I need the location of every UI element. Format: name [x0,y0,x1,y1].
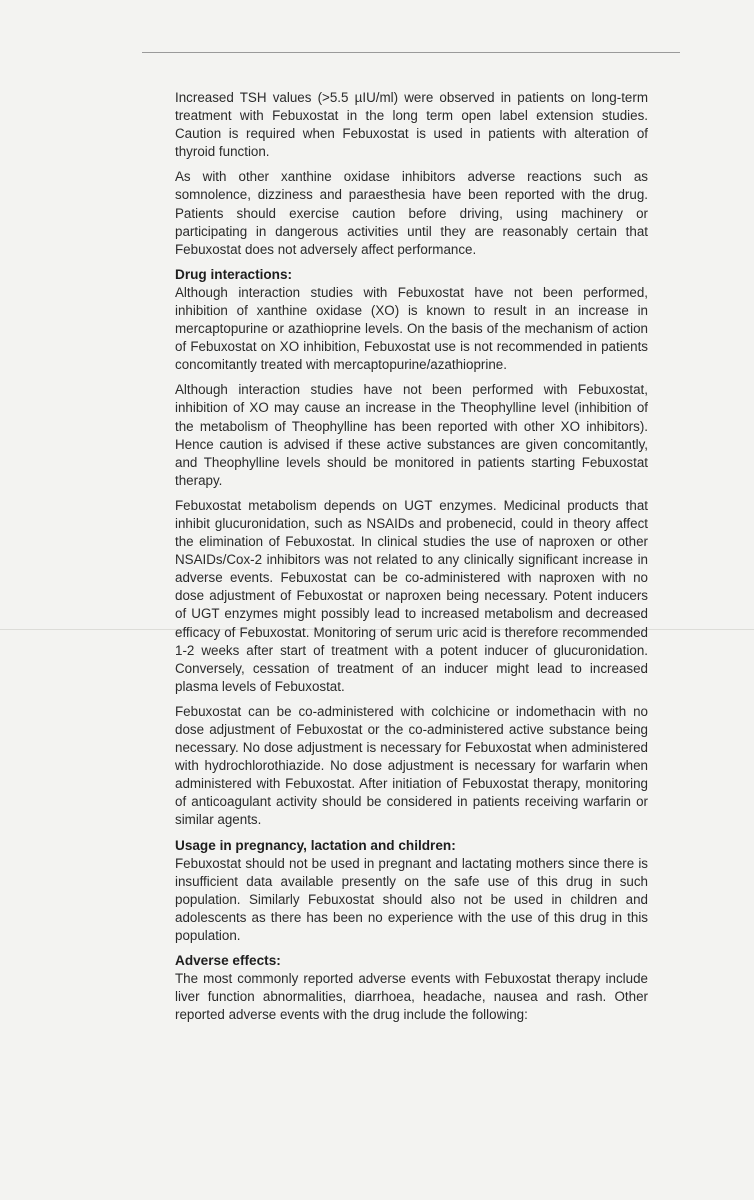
pregnancy-heading: Usage in pregnancy, lactation and children: [175,837,456,853]
interaction-paragraph-ugt: Febuxostat metabolism depends on UGT enzymes. Medicinal products that inhibit glucuronidation, such as NSAIDs and probenecid, could in theory affect the elimination of Febuxostat. In clinical studies the use of naproxen or other NSAIDs/Cox-2 inhibitors was not related to any clinically significant increase in adverse events. Febuxostat can be co-administered with naproxen with no dose adjustment of Febuxostat or naproxen being necessary. Potent inducers of UGT enzymes might possibly lead to increased metabolism and decreased efficacy of Febuxostat. Monitoring of serum uric acid is therefore recommended 1-2 weeks after start of treatment with a potent inducer of glucuronidation. Conversely, cessation of treatment of an inducer might lead to increased plasma levels of Febuxostat. [175,497,648,694]
adverse-effects-heading: Adverse effects: [175,953,281,969]
thyroid-paragraph: Increased TSH values (>5.5 µIU/ml) were observed in patients on long-term treatment with Febuxostat in the long term open label extension studies. Caution is required when Febuxostat is used in patients with alteration of thyroid function. [175,90,648,160]
drug-interactions-heading: Drug interactions: [175,266,293,282]
pregnancy-paragraph: Febuxostat should not be used in pregnant and lactating mothers since there is insufficient data available presently on the safe use of this drug in such population. Similarly Febuxostat should also not be used in children and adolescents as there has been no experience with the use of this drug in this population. [175,855,648,943]
top-rule [142,52,680,53]
somnolence-paragraph: As with other xanthine oxidase inhibitors adverse reactions such as somnolence, dizziness and paraesthesia have been reported with the drug. Patients should exercise caution before driving, using machinery or participating in dangerous activities until they are reasonably certain that Febuxostat does not adversely affect performance. [175,169,648,257]
leaflet-text [175,89,648,1031]
adverse-effects-paragraph: The most commonly reported adverse events with Febuxostat therapy include liver function abnormalities, diarrhoea, headache, nausea and rash. Other reported adverse events with the drug include the following: [175,971,648,1023]
interaction-paragraph-theophylline: Although interaction studies have not been performed with Febuxostat, inhibition of XO may cause an increase in the Theophylline level (inhibition of the metabolism of Theophylline has been reported with other XO inhibitors). Hence caution is advised if these active substances are given concomitantly, and Theophylline levels should be monitored in patients starting Febuxostat therapy. [175,382,648,488]
interaction-paragraph-colchicine: Febuxostat can be co-administered with colchicine or indomethacin with no dose adjustment of Febuxostat or the co-administered active substance being necessary. No dose adjustment is necessary for Febuxostat when administered with hydrochlorothiazide. No dose adjustment is necessary for warfarin when administered with Febuxostat. After initiation of Febuxostat therapy, monitoring of anticoagulant activity should be considered in patients receiving warfarin or similar agents. [175,703,648,828]
interaction-paragraph-mercaptopurine: Although interaction studies with Febuxostat have not been performed, inhibition of xanthine oxidase (XO) is known to result in an increase in mercaptopurine or azathioprine levels. On the basis of the mechanism of action of Febuxostat on XO inhibition, Febuxostat use is not recommended in patients concomitantly treated with mercaptopurine/azathioprine. [175,284,648,373]
